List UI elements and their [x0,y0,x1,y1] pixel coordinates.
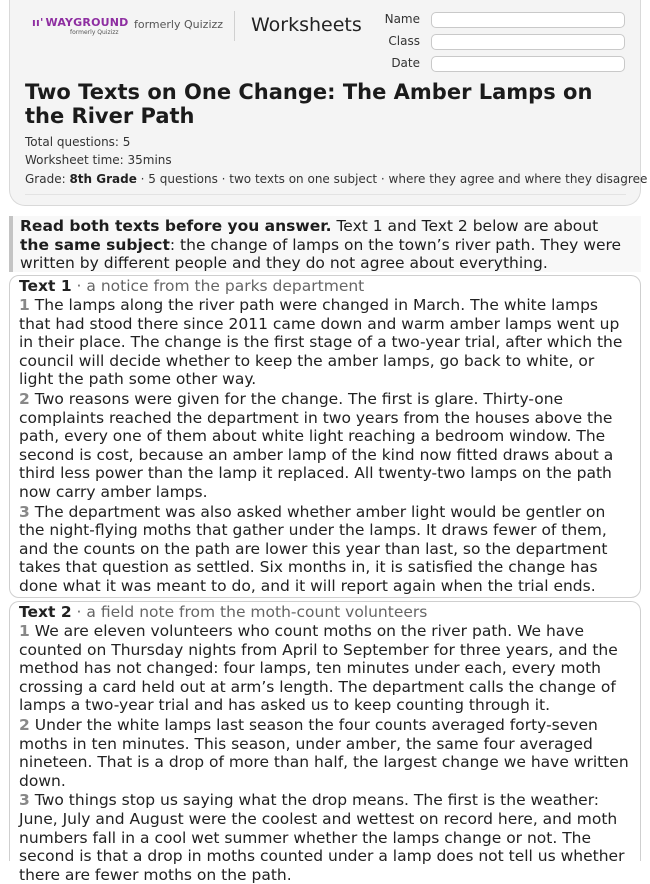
worksheet-header [9,0,648,206]
text-2-passage [9,601,641,884]
wayground-logo [32,16,129,40]
text-2-paragraph: 1 We are eleven volunteers who count moths on the river path. We have counted on Thursday nights from April to September for three years, and the method has not changed: four lamps, ten minutes under each, every moth crossing a card held out at arm’s length. The department calls the change of lamps a two-year trial and has asked us to keep counting through it. [19,622,618,715]
total-questions: Total questions: 5 [25,135,131,149]
grade-value: 8th Grade [69,172,137,186]
formerly-label: formerly Quizizz [134,18,224,31]
logo-mark-icon: ıı' [32,16,44,29]
instructions: Read both texts before you answer. Text 1 and Text 2 below are about the same subject: the change of lamps on the town’s river path. They were written by different people and they do not agree about everything. [9,216,641,272]
worksheet-time: Worksheet time: 35mins [25,153,172,167]
text-1-paragraph: 1 The lamps along the river path were changed in March. The white lamps that had stood there since 2011 came down and warm amber lamps went up in their place. The change is the first stage of a two-year trial, after which the council will decide whether to keep the amber lamps, go back to white, or light the path some other way. [19,296,623,389]
name-field[interactable] [431,12,625,28]
worksheet-title: Two Texts on One Change: The Amber Lamps on the River Path [25,80,593,128]
text-1-heading: Text 1 · a notice from the parks department [19,277,365,295]
class-field[interactable] [431,34,625,50]
text-2-paragraph: 3 Two things stop us saying what the drop means. The first is the weather: June, July and August were the coolest and wettest on record here, and moth numbers fall in a cool wet summer whether the lamps change or not. The second is that a drop in moths counted under a lamp does not tell us whether there are fewer moths on the path. [19,791,625,884]
text-1-paragraph: 3 The department was also asked whether amber light would be gentler on the night-flying moths that gather under the lamps. It draws fewer of them, and the counts on the path are lower this year than last, so the department takes that question as settled. Six months in, it is satisfied the change has done what it was meant to do, and it will report again when the trial ends. [19,502,608,595]
text-2-heading: Text 2 · a field note from the moth-count volunteers [19,603,428,621]
header-rule [25,194,626,195]
product-name: Worksheets [251,14,362,36]
logo-subtext: formerly Quizizz [70,29,119,36]
instructions-emphasis: the same subject [20,235,170,254]
name-label: Name [384,12,420,26]
date-label: Date [391,56,420,70]
text-1-paragraph: 2 Two reasons were given for the change. The first is glare. Thirty-one complaints reached the department in two years from the houses above the path, every one of them about white light reaching a bedroom window. The second is cost, because an amber lamp of the kind now fitted draws about a third less power than the lamp it replaced. All twenty-two lamps on the path now carry amber lamps. [19,389,614,501]
grade-line: Grade: 8th Grade · 5 questions · two texts on one subject · where they agree and where they disagree [25,172,648,186]
text-2-paragraph: 2 Under the white lamps last season the four counts averaged forty-seven moths in ten minutes. This season, under amber, the same four averaged nineteen. That is a drop of more than half, the largest change we have written down. [19,715,629,790]
class-label: Class [388,34,420,48]
text-1-passage [9,275,641,598]
logo-text: WAYGROUND [45,16,129,29]
date-field[interactable] [431,56,625,72]
header-divider [234,11,235,41]
instructions-lead: Read both texts before you answer. [20,217,332,235]
